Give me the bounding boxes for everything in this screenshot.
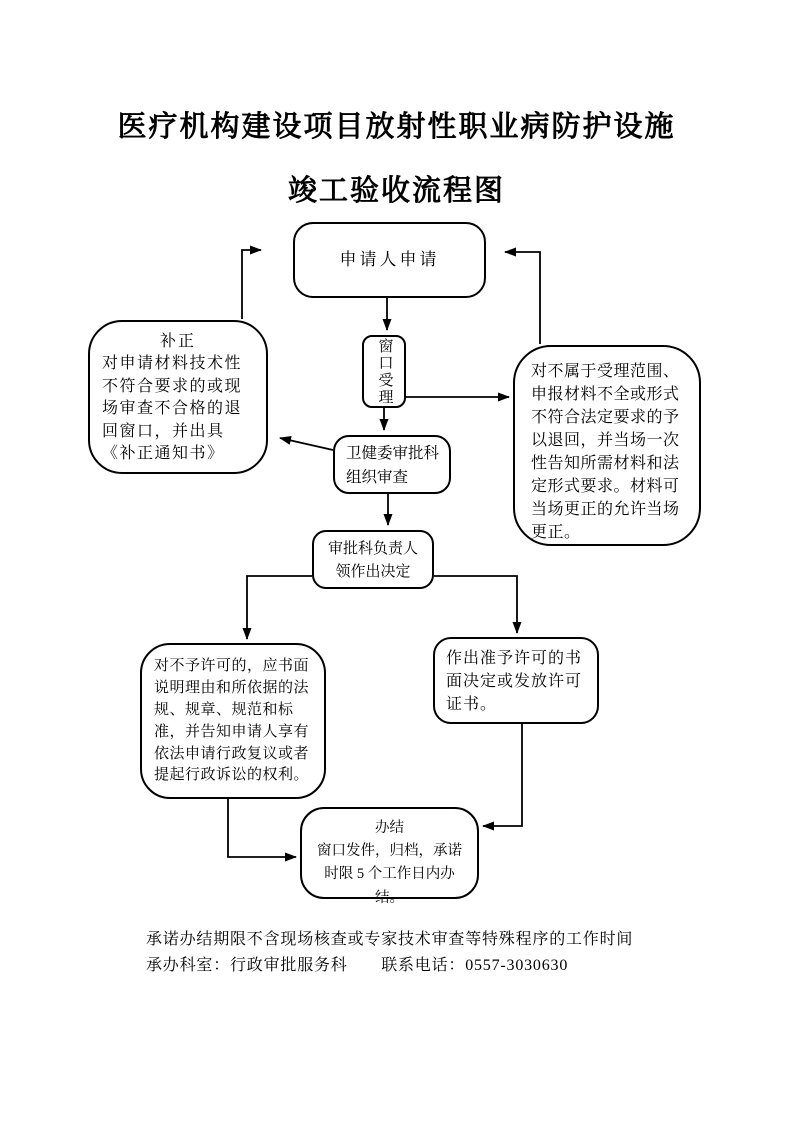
arrow-decision-to-grant (434, 576, 517, 633)
node-window-acceptance (362, 335, 406, 408)
footer-notes (146, 927, 633, 978)
node-reject-return (513, 345, 701, 546)
arrow-deny-to-done (228, 799, 296, 857)
node-correction (88, 320, 268, 474)
page-title-line1: 医疗机构建设项目放射性职业病防护设施 (117, 111, 676, 143)
node-health-commission-review-body: 卫健委审批科组织审查 (346, 445, 440, 487)
node-deny-permission-body: 对不予许可的，应书面说明理由和所依据的法规、规章、规范和标准，并告知申请人享有依法申请行政复议或者提起行政诉讼的权利。 (154, 658, 310, 784)
arrow-review-to-buzheng (280, 438, 333, 450)
node-grant-permission (433, 637, 599, 724)
node-section-chief-decision (312, 530, 434, 589)
node-grant-permission-body: 作出准予许可的书面决定或发放许可证书。 (446, 650, 583, 714)
arrow-grant-to-done (483, 724, 522, 826)
node-section-chief-decision-body: 审批科负责人领作出决定 (327, 541, 418, 580)
node-completion (300, 807, 479, 906)
node-completion-title: 办结 (375, 820, 404, 836)
node-completion-body: 窗口发件，归档，承诺时限 5 个工作日内办结。 (317, 843, 462, 906)
footer-note-contact: 承办科室：行政审批服务科 联系电话：0557-3030630 (146, 956, 569, 974)
footer-note-deadline: 承诺办结期限不含现场核查或专家技术审查等特殊程序的工作时间 (146, 931, 634, 948)
node-applicant-apply (293, 222, 486, 298)
node-window-acceptance-label: 窗口受理 (376, 337, 393, 406)
node-applicant-apply-label: 申请人申请 (339, 250, 440, 270)
arrow-buzheng-to-apply (242, 250, 261, 319)
node-deny-permission (140, 643, 326, 799)
node-correction-title: 补正 (159, 333, 196, 350)
page-title-line2: 竣工验收流程图 (287, 175, 505, 207)
arrow-reject-to-apply (505, 252, 540, 344)
node-reject-return-body: 对不属于受理范围、申报材料不全或形式不符合法定要求的予以退回，并当场一次性告知所需材料和法定形式要求。材料可当场更正的允许当场更正。 (531, 363, 680, 542)
node-health-commission-review (333, 435, 451, 494)
node-correction-body: 对申请材料技术性不符合要求的或现场审查不合格的退回窗口，并出具《补正通知书》 (102, 355, 243, 462)
arrow-decision-to-deny (247, 576, 312, 639)
